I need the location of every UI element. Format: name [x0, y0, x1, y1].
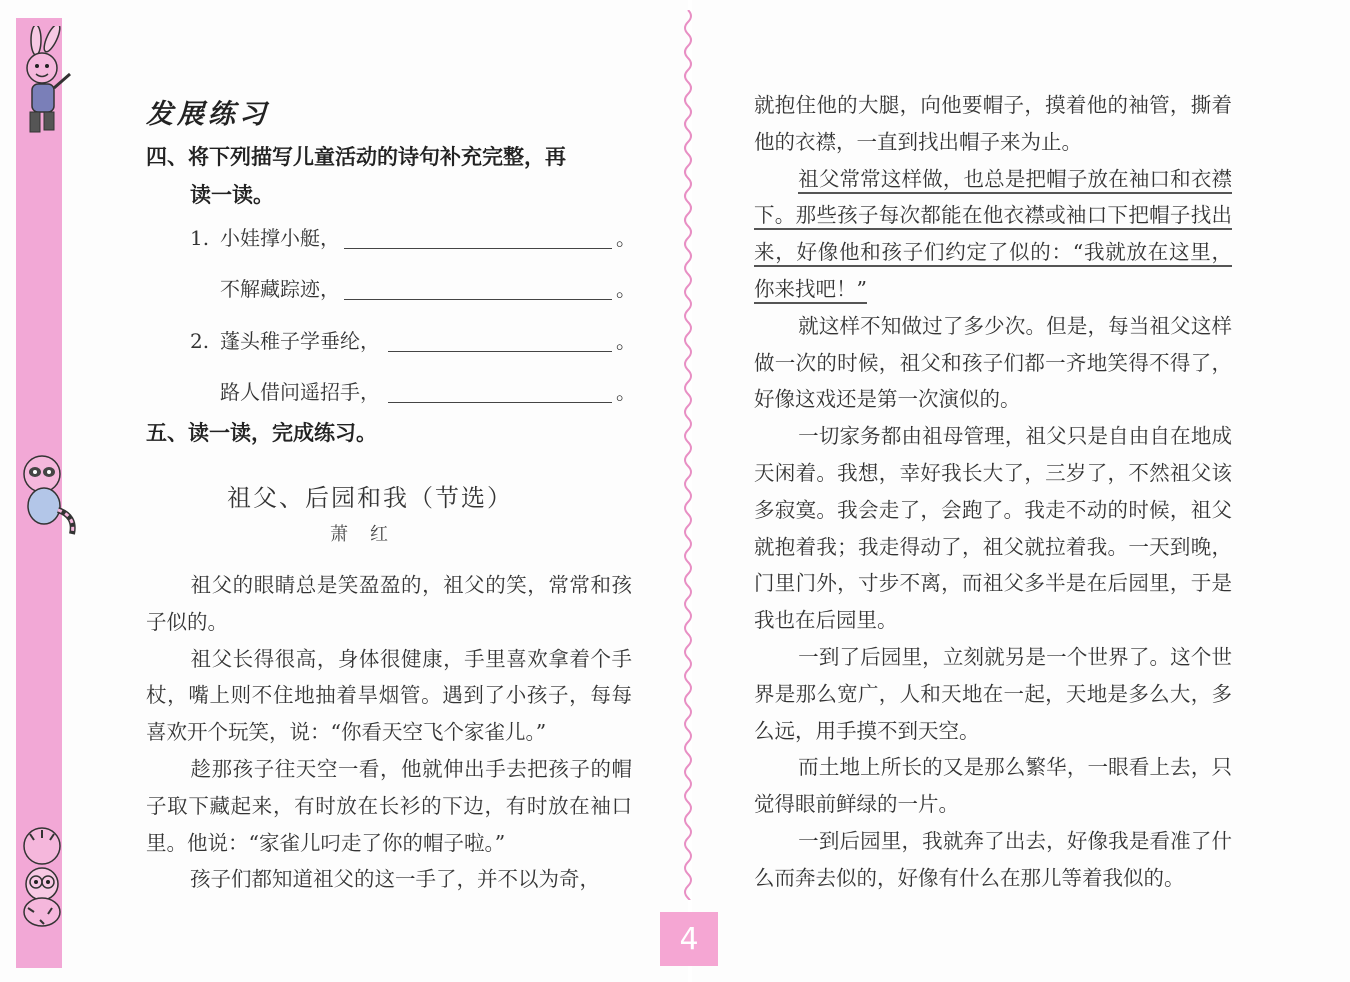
- article-title: 祖父、后园和我（节选）: [227, 484, 513, 512]
- raccoon-mascot-icon: [12, 450, 84, 540]
- end-mark: 。: [616, 380, 636, 404]
- rabbit-mascot-icon: [12, 26, 82, 141]
- paragraph: 孩子们都知道祖父的这一手了，并不以为奇，: [190, 867, 600, 892]
- poem-1-line-1: [190, 221, 340, 255]
- page-number-badge: [660, 912, 718, 966]
- article-author: 萧红: [330, 524, 410, 545]
- poem-text: 不解藏踪迹，: [220, 277, 340, 301]
- paragraph: 一切家务都由祖母管理，祖父只是自由自在地成天闲着。我想，幸好我长大了，三岁了，不然祖父该多寂寞。我会走了，会跑了。我走不动的时候，祖父就抱着我；我走得动了，祖父就拉着我。一天到晚，门里门外，寸步不离，而祖父多半是在后园里，于是我也在后园里。: [754, 424, 1232, 633]
- answer-blank-1[interactable]: [344, 248, 612, 249]
- paragraph: 祖父的眼睛总是笑盈盈的，祖父的笑，常常和孩子似的。: [146, 573, 632, 634]
- left-article-body: [146, 567, 632, 898]
- underlined-paragraph: 祖父常常这样做，也总是把帽子放在袖口和衣襟下。那些孩子每次都能在他衣襟或袖口下把帽子找出来，好像他和孩子们约定了似的：“我就放在这里，你来找吧！”: [754, 166, 1232, 301]
- section-title: 发展练习: [146, 99, 270, 130]
- poem-1-line-2: [190, 272, 340, 306]
- paragraph: 趁那孩子往天空一看，他就伸出手去把孩子的帽子取下藏起来，有时放在长衫的下边，有时放在袖口里。他说：“家雀儿叼走了你的帽子啦。”: [146, 756, 632, 855]
- end-mark: 。: [616, 226, 636, 250]
- end-mark: 。: [616, 329, 636, 353]
- answer-blank-3[interactable]: [388, 351, 612, 352]
- tiger-mascot-icon: [12, 820, 74, 932]
- paragraph: 一到后园里，我就奔了出去，好像我是看准了什么而奔去似的，好像有什么在那儿等着我似的。: [754, 828, 1232, 890]
- poem-text: 蓬头稚子学垂纶，: [220, 329, 380, 353]
- answer-blank-2[interactable]: [344, 299, 612, 300]
- item-number: 2.: [190, 329, 210, 353]
- paragraph-continuation: 就抱住他的大腿，向他要帽子，摸着他的袖管，撕着他的衣襟，一直到找出帽子来为止。: [754, 93, 1232, 154]
- poem-text: 路人借问遥招手，: [220, 380, 380, 404]
- poem-text: 小娃撑小艇，: [220, 226, 340, 250]
- paragraph: 祖父长得很高，身体很健康，手里喜欢拿着个手杖，嘴上则不住地抽着旱烟管。遇到了小孩子，每每喜欢开个玩笑，说：“你看天空飞个家雀儿。”: [146, 646, 632, 745]
- question-4-prompt-cont: 读一读。: [190, 183, 274, 207]
- page-number: 4: [679, 921, 699, 957]
- wavy-divider: [680, 10, 696, 900]
- poem-2-line-1: [190, 324, 380, 358]
- question-5-prompt: 五、读一读，完成练习。: [146, 421, 377, 445]
- right-article-body: [754, 87, 1232, 897]
- paragraph: 而土地上所长的又是那么繁华，一眼看上去，只觉得眼前鲜绿的一片。: [754, 755, 1232, 817]
- question-4-prompt: 四、将下列描写儿童活动的诗句补充完整，再: [146, 145, 566, 169]
- answer-blank-4[interactable]: [388, 402, 612, 403]
- poem-2-line-2: [190, 375, 380, 409]
- item-number: 1.: [190, 226, 210, 250]
- paragraph: 就这样不知做过了多少次。但是，每当祖父这样做一次的时候，祖父和孩子们都一齐地笑得不得了，好像这戏还是第一次演似的。: [754, 313, 1232, 412]
- end-mark: 。: [616, 277, 636, 301]
- paragraph: 一到了后园里，立刻就另是一个世界了。这个世界是那么宽广，人和天地在一起，天地是多么大，多么远，用手摸不到天空。: [754, 644, 1232, 743]
